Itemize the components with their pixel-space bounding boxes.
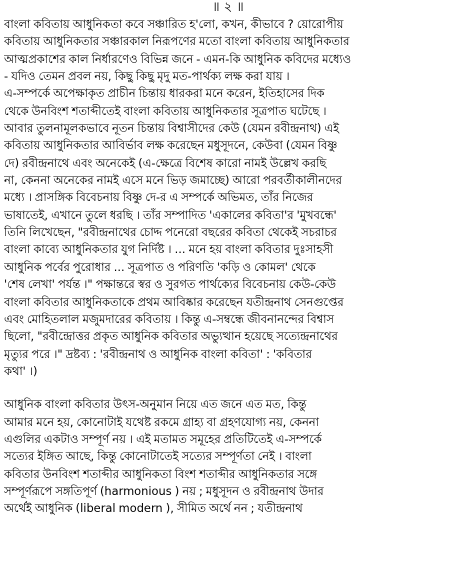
text-line: সত্যের ইঙ্গিত আছে, কিন্তু কোনোটাতেই সত্যের সম্পূর্ণতা নেই । বাংলা <box>4 449 312 464</box>
text-line: বাংলা কাব্যে আধুনিকতার যুগ নির্দিষ্ট । ... মনে হয় বাংলা কবিতার দুঃসাহসী <box>4 242 334 257</box>
text-line: কবিতায় আধুনিকতার সঞ্চারকাল নিরূপণের মতো বাংলা কবিতায় আধুনিকতার <box>4 34 350 49</box>
text-line: না, কেননা অনেকের নামই এসে মনে ভিড় জমাচ্ছে) আরো পরবর্তীকালীনদের <box>4 173 342 188</box>
text-line: এবং মোহিতলাল মজুমদারের কবিতায় । কিন্তু এ-সম্বন্ধে জীবনানন্দের বিশ্বাস <box>4 311 334 326</box>
text-line: কবিতার উনবিংশ শতাব্দীর আধুনিকতা বিংশ শতাব্দীর আধুনিকতার সঙ্গে <box>4 466 317 481</box>
text-line: এ-সম্পর্কে অপেক্ষাকৃত প্রাচীন চিন্তায় ধারকরা মনে করেন, ইতিহাসের দিক <box>4 86 325 101</box>
text-line: - যদিও তেমন প্রবল নয়, কিছু কিছু মৃদু মত-পার্থক্য লক্ষ করা যায় । <box>4 69 290 84</box>
text-line: বাংলা কবিতার আধুনিকতাকে প্রথম আবিষ্কার করেছেন যতীন্দ্রনাথ সেনগুপ্তের <box>4 294 344 309</box>
text-line: কথা' ।) <box>4 363 38 378</box>
text-line: বাংলা কবিতায় আধুনিকতা কবে সঞ্চারিত হ'লো, কখন, কীভাবে ? য়োরোপীয় <box>4 17 344 31</box>
text-line: সম্পূর্ণরূপে সঙ্গতিপূর্ণ (harmonious ) নয় ; মধুসূদন ও রবীন্দ্রনাথ উদার <box>4 483 324 498</box>
text-line: তিনি লিখেছেন, "রবীন্দ্রনাথের চোদ্দ পনেরো বছরের কবিতা থেকেই সচরাচর <box>4 225 337 240</box>
text-line: আত্মপ্রকাশের কাল নির্ধারণেও বিভিন্ন জনে - এমন-কি আধুনিক কবিদের মধ্যেও <box>4 51 352 66</box>
text-line: এগুলির একটাও সম্পূর্ণ নয় । এই মতামত সমূহের প্রতিটিতেই এ-সম্পর্কে <box>4 431 322 446</box>
text-line: মধ্যে । প্রাসঙ্গিক বিবেচনায় বিষ্ণু দে-র এ সম্পর্কে অভিমত, তাঁর নিজের <box>4 190 314 205</box>
text-line: আধুনিক বাংলা কবিতার উৎস-অনুমান নিয়ে এত জনে এত মত, কিন্তু <box>4 397 307 412</box>
text-line: আমার মনে হয়, কোনোটাই যথেষ্ট রকমে গ্রাহ্য বা গ্রহণযোগ্য নয়, কেননা <box>4 414 319 429</box>
text-line: ছিলো, "রবীন্দ্রোত্তর প্রকৃত আধুনিক কবিতার অভ্যুত্থান হয়েছে সত্যেন্দ্রনাথের <box>4 329 338 344</box>
text-line: কবিতায় আধুনিকতার আবির্ভাব লক্ষ করেছেন মধুসূদনে, কেউবা (যেমন বিষ্ণু <box>4 138 338 153</box>
text-line: আবার তুলনামূলকভাবে নূতন চিন্তায় বিশ্বাসীদের কেউ (যেমন রবীন্দ্রনাথ) এই <box>4 121 340 136</box>
text-line: মৃত্যুর পরে ।" দ্রষ্টব্য : 'রবীন্দ্রনাথ ও আধুনিক বাংলা কবিতা' : 'কবিতার <box>4 346 312 361</box>
paragraph-2 <box>4 396 452 517</box>
text-line: দে) রবীন্দ্রনাথে এবং অনেকেই (এ-ক্ষেত্রে বিশেষ কারো নামই উল্লেখ করছি <box>4 155 327 170</box>
text-line: 'শেষ লেখা' পর্যন্ত ।" পক্ষান্তরে স্বর ও সুরগত পার্থক্যের বিবেচনায় কেউ-কেউ <box>4 277 336 292</box>
text-line: আধুনিক পর্বের পুরোধার ... সূত্রপাত ও পরিণতি 'কড়ি ও কোমল' থেকে <box>4 259 316 274</box>
text-line: অর্থেই আধুনিক (liberal modern ), সীমিত অর্থে নন ; যতীন্দ্রনাথ <box>4 501 303 516</box>
page-number: ॥ ২ ॥ <box>212 0 244 14</box>
paragraph-1 <box>4 16 452 380</box>
text-line: থেকে উনবিংশ শতাব্দীতেই বাংলা কবিতায় আধুনিকতার সূত্রপাত ঘটেছে । <box>4 103 327 118</box>
text-line: ভাষাতেই, এখানে তুলে ধরছি । তাঁর সম্পাদিত 'একালের কবিতা'র 'মুখবন্ধে' <box>4 207 337 222</box>
body-text <box>4 16 452 518</box>
